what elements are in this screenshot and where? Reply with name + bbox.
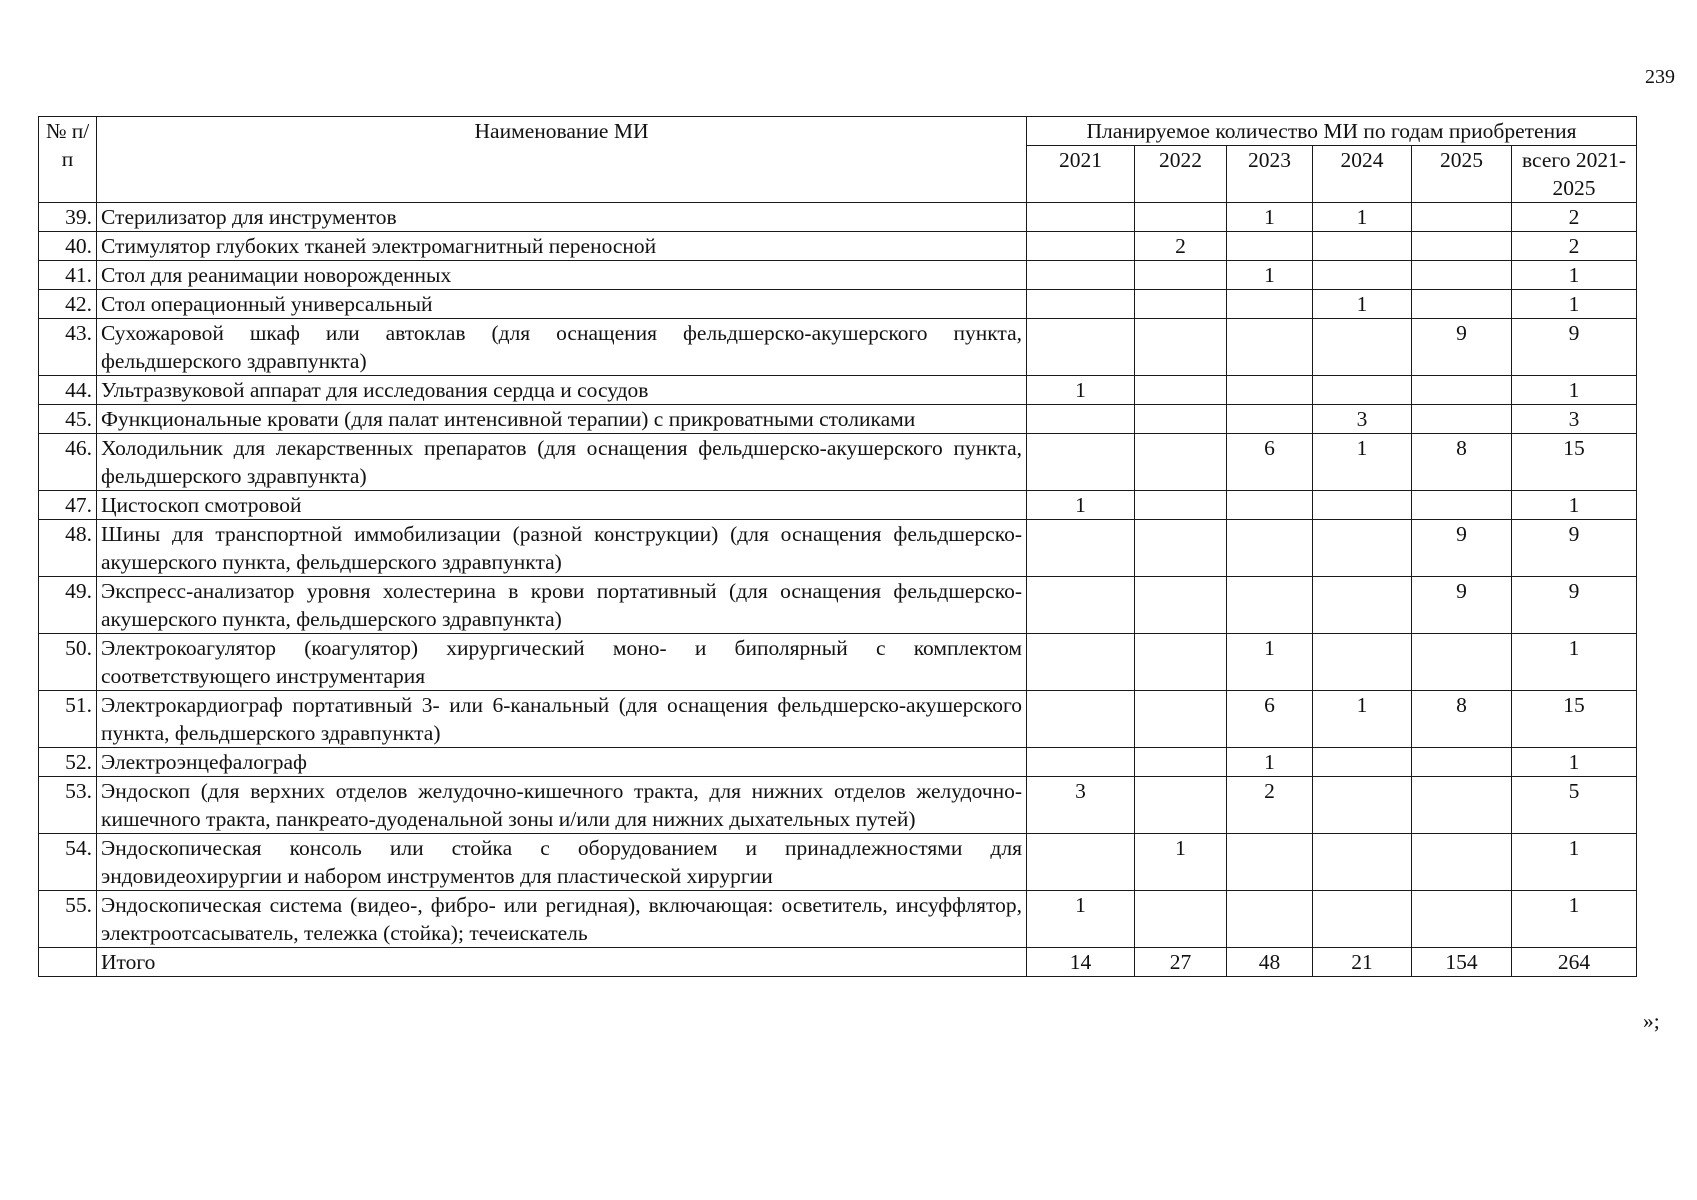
item-name: Электроэнцефалограф [97,748,1027,777]
item-name: Стол для реанимации новорожденных [97,261,1027,290]
item-name: Стол операционный универсальный [97,290,1027,319]
year-value-cell [1313,491,1412,520]
table-row [39,577,1637,634]
year-value-cell: 1 [1313,203,1412,232]
year-value-cell [1227,290,1313,319]
table-row [39,319,1637,376]
row-total-cell: 15 [1512,691,1637,748]
year-value-cell [1027,434,1135,491]
row-total-cell: 9 [1512,319,1637,376]
row-total-cell: 1 [1512,491,1637,520]
year-value-cell [1027,319,1135,376]
table-row [39,232,1637,261]
row-number: 45. [39,405,97,434]
year-value-cell [1313,777,1412,834]
year-value-cell: 1 [1313,434,1412,491]
row-number: 49. [39,577,97,634]
row-number: 40. [39,232,97,261]
year-value-cell [1135,405,1227,434]
year-value-cell [1412,834,1512,891]
year-value-cell: 6 [1227,434,1313,491]
table-row [39,290,1637,319]
year-value-cell [1313,748,1412,777]
year-value-cell [1227,891,1313,948]
year-value-cell [1135,434,1227,491]
row-number: 47. [39,491,97,520]
row-number: 39. [39,203,97,232]
year-value-cell [1313,834,1412,891]
year-value-cell [1412,634,1512,691]
row-total-cell: 2 [1512,232,1637,261]
row-number: 50. [39,634,97,691]
item-name: Шины для транспортной иммобилизации (разной конструкции) (для оснащения фельдшерско-акушерского пункта, фельдшерского здравпункта) [97,520,1027,577]
year-value-cell [1135,577,1227,634]
year-value-cell: 1 [1227,748,1313,777]
total-value: 14 [1027,948,1135,977]
year-value-cell [1412,290,1512,319]
closing-quote-mark: »; [1643,1009,1660,1033]
year-value-cell: 8 [1412,691,1512,748]
year-value-cell: 3 [1027,777,1135,834]
year-value-cell: 3 [1313,405,1412,434]
year-value-cell: 1 [1313,290,1412,319]
year-value-cell [1227,491,1313,520]
year-value-cell [1135,520,1227,577]
year-value-cell: 2 [1135,232,1227,261]
header-name: Наименование МИ [97,117,1027,203]
row-number: 51. [39,691,97,748]
table-row [39,777,1637,834]
year-value-cell: 9 [1412,520,1512,577]
table-row [39,434,1637,491]
row-number: 55. [39,891,97,948]
year-value-cell [1412,261,1512,290]
item-name: Сухожаровой шкаф или автоклав (для оснащения фельдшерско-акушерского пункта, фельдшерского здравпункта) [97,319,1027,376]
row-total-cell: 9 [1512,577,1637,634]
year-value-cell [1412,232,1512,261]
year-value-cell [1412,891,1512,948]
year-value-cell [1227,319,1313,376]
table-row [39,405,1637,434]
year-value-cell [1227,232,1313,261]
row-number: 43. [39,319,97,376]
table-row [39,748,1637,777]
item-name: Стерилизатор для инструментов [97,203,1027,232]
year-value-cell [1027,520,1135,577]
year-value-cell [1412,376,1512,405]
row-total-cell: 1 [1512,834,1637,891]
header-year: 2024 [1313,146,1412,203]
table-row [39,691,1637,748]
year-value-cell [1135,261,1227,290]
header-year: 2025 [1412,146,1512,203]
item-name: Эндоскопическая система (видео-, фибро- или регидная), включающая: осветитель, инсуффлятор, электроотсасыватель, тележка (стойка); течеискатель [97,891,1027,948]
header-year: 2022 [1135,146,1227,203]
year-value-cell: 1 [1027,376,1135,405]
year-value-cell: 1 [1227,203,1313,232]
row-total-cell: 1 [1512,290,1637,319]
row-total-cell: 1 [1512,891,1637,948]
header-year: 2023 [1227,146,1313,203]
year-value-cell [1412,203,1512,232]
year-value-cell [1227,577,1313,634]
year-value-cell: 9 [1412,577,1512,634]
item-name: Функциональные кровати (для палат интенсивной терапии) с прикроватными столиками [97,405,1027,434]
table-row [39,834,1637,891]
year-value-cell [1412,405,1512,434]
year-value-cell [1135,691,1227,748]
year-value-cell [1135,891,1227,948]
year-value-cell [1135,376,1227,405]
year-value-cell [1313,634,1412,691]
item-name: Холодильник для лекарственных препаратов (для оснащения фельдшерско-акушерского пункта, фельдшерского здравпункта) [97,434,1027,491]
year-value-cell [1135,748,1227,777]
year-value-cell: 1 [1227,261,1313,290]
row-number: 46. [39,434,97,491]
item-name: Электрокоагулятор (коагулятор) хирургический моно- и биполярный с комплектом соответствующего инструментария [97,634,1027,691]
total-value: 264 [1512,948,1637,977]
year-value-cell [1135,634,1227,691]
year-value-cell [1027,748,1135,777]
table-body [39,203,1637,948]
header-num: № п/п [39,117,97,203]
table-row [39,891,1637,948]
year-value-cell [1027,405,1135,434]
row-total-cell: 1 [1512,376,1637,405]
total-label: Итого [97,948,1027,977]
year-value-cell [1135,491,1227,520]
row-total-cell: 5 [1512,777,1637,834]
year-value-cell [1313,376,1412,405]
item-name: Эндоскопическая консоль или стойка с оборудованием и принадлежностями для эндовидеохирургии и набором инструментов для пластической хирургии [97,834,1027,891]
table-row [39,376,1637,405]
item-name: Цистоскоп смотровой [97,491,1027,520]
row-number: 41. [39,261,97,290]
item-name: Эндоскоп (для верхних отделов желудочно-кишечного тракта, для нижних отделов желудочно-кишечного тракта, панкреато-дуоденальной зоны и/или для нижних дыхательных путей) [97,777,1027,834]
year-value-cell [1135,290,1227,319]
year-value-cell: 1 [1313,691,1412,748]
year-value-cell [1313,261,1412,290]
year-value-cell [1313,520,1412,577]
table-row [39,491,1637,520]
row-total-cell: 1 [1512,261,1637,290]
year-value-cell: 1 [1027,891,1135,948]
page-number: 239 [1645,66,1675,88]
row-number: 48. [39,520,97,577]
total-value: 48 [1227,948,1313,977]
year-value-cell: 1 [1135,834,1227,891]
year-value-cell [1027,834,1135,891]
year-value-cell [1027,634,1135,691]
table-row [39,261,1637,290]
year-value-cell [1227,834,1313,891]
header-planned: Планируемое количество МИ по годам приобретения [1027,117,1637,146]
year-value-cell [1412,777,1512,834]
year-value-cell: 1 [1227,634,1313,691]
equipment-table [38,116,1637,977]
year-value-cell: 2 [1227,777,1313,834]
year-value-cell [1135,203,1227,232]
row-number: 54. [39,834,97,891]
total-value: 154 [1412,948,1512,977]
table-row [39,203,1637,232]
row-total-cell: 9 [1512,520,1637,577]
total-value: 21 [1313,948,1412,977]
year-value-cell: 1 [1027,491,1135,520]
row-number: 53. [39,777,97,834]
year-value-cell [1027,261,1135,290]
item-name: Ультразвуковой аппарат для исследования сердца и сосудов [97,376,1027,405]
year-value-cell [1135,319,1227,376]
year-value-cell [1313,577,1412,634]
year-value-cell [1313,319,1412,376]
row-total-cell: 3 [1512,405,1637,434]
year-value-cell [1412,491,1512,520]
row-number: 42. [39,290,97,319]
year-value-cell [1135,777,1227,834]
year-value-cell [1412,748,1512,777]
year-value-cell [1027,577,1135,634]
year-value-cell [1027,232,1135,261]
year-value-cell [1027,203,1135,232]
row-total-cell: 15 [1512,434,1637,491]
row-number: 52. [39,748,97,777]
year-value-cell [1227,376,1313,405]
header-year: 2021 [1027,146,1135,203]
table-row [39,634,1637,691]
total-row [39,948,1637,977]
year-value-cell [1227,405,1313,434]
year-value-cell: 6 [1227,691,1313,748]
year-value-cell [1313,891,1412,948]
total-num-cell [39,948,97,977]
row-total-cell: 2 [1512,203,1637,232]
year-value-cell [1313,232,1412,261]
header-total: всего 2021-2025 [1512,146,1637,203]
row-number: 44. [39,376,97,405]
year-value-cell: 9 [1412,319,1512,376]
row-total-cell: 1 [1512,634,1637,691]
item-name: Электрокардиограф портативный 3- или 6-канальный (для оснащения фельдшерско-акушерского пункта, фельдшерского здравпункта) [97,691,1027,748]
row-total-cell: 1 [1512,748,1637,777]
year-value-cell: 8 [1412,434,1512,491]
year-value-cell [1227,520,1313,577]
total-value: 27 [1135,948,1227,977]
year-value-cell [1027,691,1135,748]
item-name: Экспресс-анализатор уровня холестерина в крови портативный (для оснащения фельдшерско-акушерского пункта, фельдшерского здравпункта) [97,577,1027,634]
table-row [39,520,1637,577]
year-value-cell [1027,290,1135,319]
item-name: Стимулятор глубоких тканей электромагнитный переносной [97,232,1027,261]
